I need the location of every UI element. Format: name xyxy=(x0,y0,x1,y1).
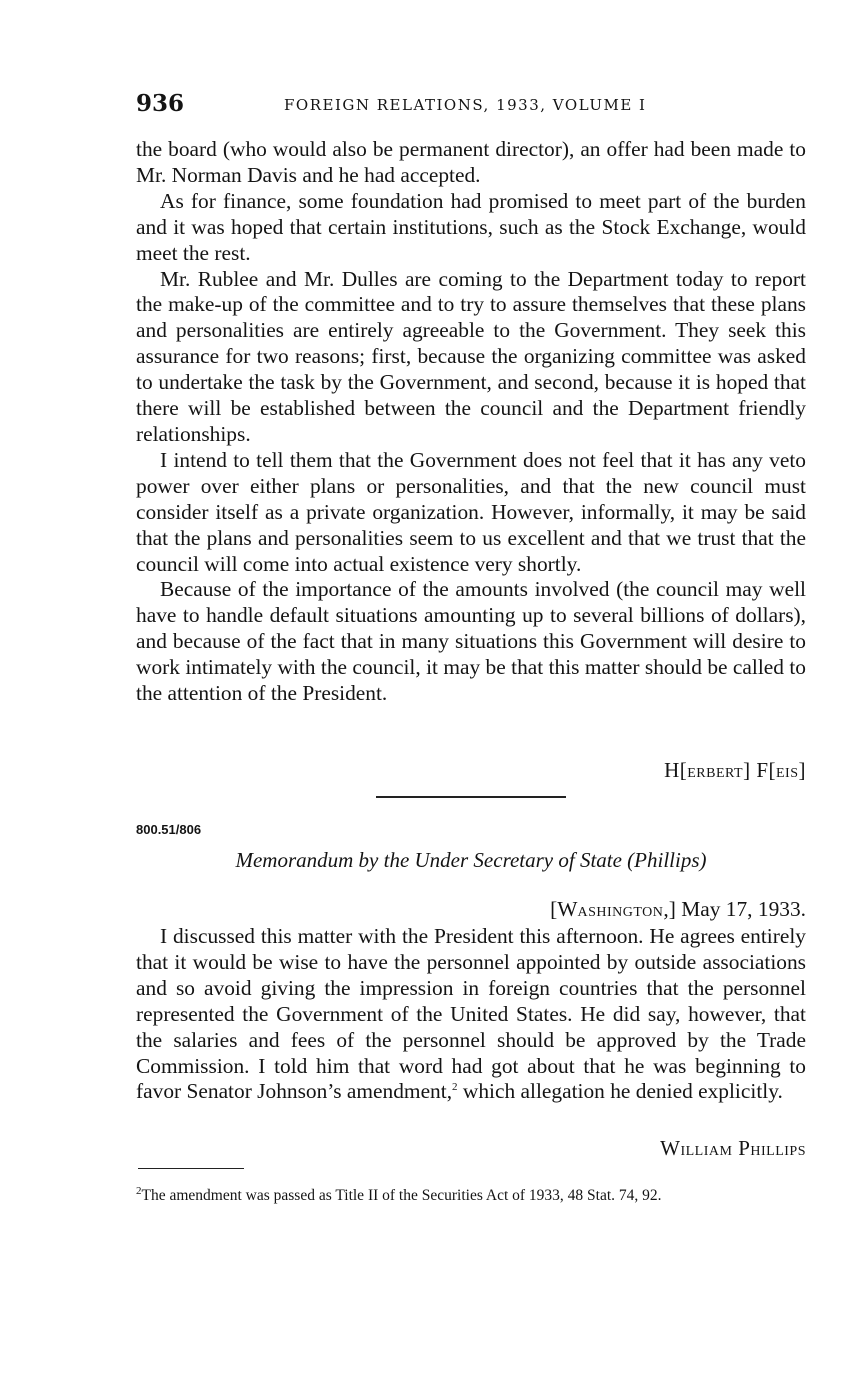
paragraph-rublee-dulles: Mr. Rublee and Mr. Dulles are coming to the Department today to report the make-up of the committee and to try to assure themselves that these plans and personalities are entirely agreeable to the Government. They seek this assurance for two reasons; first, because the organizing committee was asked to undertake the task by the Government, and second, because it is hoped that there will be established between the council and the Department friendly relationships. xyxy=(136,266,806,446)
paragraph-importance: Because of the importance of the amounts involved (the council may well have to handle default situations amounting up to several billions of dollars), and because of the fact that in many situations this Government will desire to work intimately with the council, it may be that this matter should be called to the attention of the President. xyxy=(136,577,806,706)
document-title: Memorandum by the Under Secretary of State (Phillips) xyxy=(235,848,707,872)
paragraph-veto-power: I intend to tell them that the Government does not feel that it has any veto power over either plans or personalities, and that the new council must consider itself as a private organization. However, informally, it may be said that the plans and personalities seem to us excellent and that we trust that the council will come into actual existence very shortly. xyxy=(136,447,806,576)
dateline: [WASHINGTON,] May 17, 1933. xyxy=(550,897,806,921)
page-number: 936 xyxy=(136,90,185,117)
footnote-rule xyxy=(138,1168,244,1169)
running-head xyxy=(136,90,806,124)
memo-body-section-2 xyxy=(136,924,806,1105)
footnote-reference: 2 xyxy=(452,1081,458,1094)
paragraph-finance: As for finance, some foundation had promised to meet part of the burden and it was hoped that certain institutions, such as the Stock Exchange, would meet the rest. xyxy=(136,188,806,265)
running-title: FOREIGN RELATIONS, 1933, VOLUME I xyxy=(284,96,647,114)
paragraph-president-discussion: I discussed this matter with the President this afternoon. He agrees entirely that it would be wise to have the personnel appointed by outside associations and so avoid giving the impression in foreign countries that the personnel represented the Government of the United States. He did say, however, that the salaries and fees of the personnel should be approved by the Trade Commission. I told him that word had got about that he was beginning to favor Senator Johnson’s amendment,$^2$ which allegation he denied explicitly. xyxy=(136,924,806,1104)
file-number: 800.51/806 xyxy=(136,822,202,837)
footnote: $^2$The amendment was passed as Title II of the Securities Act of 1933, 48 Stat. 74, 92. xyxy=(136,1184,662,1204)
signature-feis: H[ERBERT] F[EIS] xyxy=(664,758,806,782)
signature-phillips: WILLIAM PHILLIPS xyxy=(660,1136,806,1160)
paragraph-continuation: the board (who would also be permanent director), an offer had been made to Mr. Norman Davis and he had accepted. xyxy=(136,137,806,187)
section-divider xyxy=(376,796,566,798)
memo-body-section-1 xyxy=(136,137,806,707)
